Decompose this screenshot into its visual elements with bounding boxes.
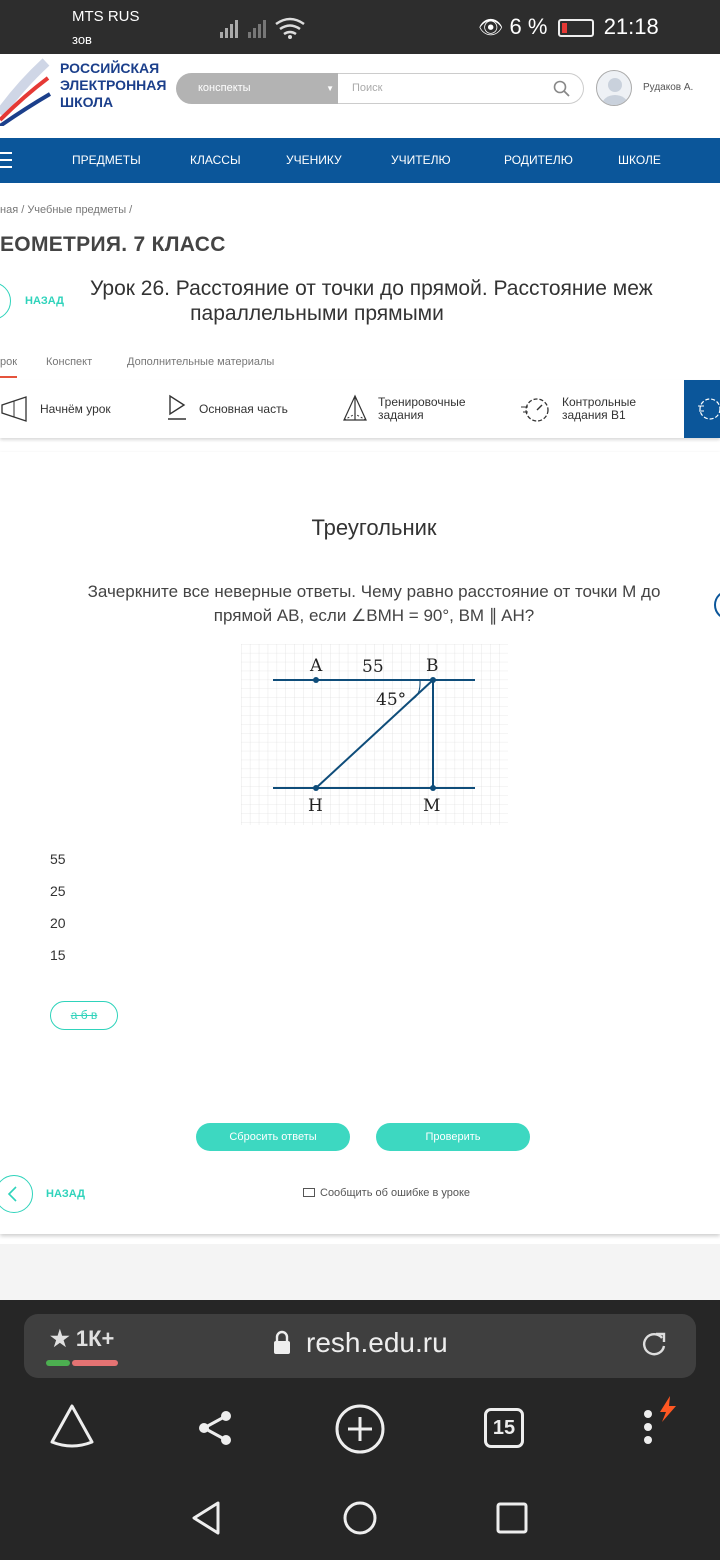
logo-text[interactable]: РОССИЙСКАЯ ЭЛЕКТРОННАЯ ШКОЛА [60,60,167,110]
tab-extra[interactable]: Дополнительные материалы [127,356,275,368]
browser-home-icon[interactable] [48,1402,96,1452]
page-footer-space [0,1244,720,1300]
nav-student[interactable]: УЧЕНИКУ [286,153,342,167]
tab-lesson[interactable]: рок [0,356,17,378]
point-h [313,785,319,791]
clock: 21:18 [603,14,659,39]
menu-icon[interactable] [0,152,12,168]
back-bottom-button[interactable] [0,1175,33,1213]
search-input[interactable]: Поиск [338,73,584,104]
url-text[interactable]: resh.edu.ru [306,1327,448,1358]
android-back-icon[interactable] [190,1500,224,1536]
category-select[interactable]: конспекты ▼ [176,73,338,104]
task-question: Зачеркните все неверные ответы. Чему равно расстояние от точки M до прямой AB, если ∠BMH = 90°, BM ∥ AH? [87,582,661,625]
main-nav [0,138,720,183]
label-angle: 45° [376,690,407,710]
avatar[interactable] [596,70,632,106]
nav-school[interactable]: ШКОЛЕ [618,153,661,167]
status-right [478,14,659,41]
carrier-name: MTS RUS [72,8,140,25]
lesson-title: Урок 26. Расстояние от точки до прямой. Расстояние меж параллельными прямыми [90,277,653,325]
tabs-count-button[interactable]: 15 [484,1408,524,1448]
status-bar [0,0,720,54]
chevron-left-icon [0,1176,32,1212]
answer-option[interactable]: 55 [50,851,66,867]
nav-classes[interactable]: КЛАССЫ [190,153,241,167]
label-m: M [423,796,441,816]
rating-bar-bad [72,1360,118,1366]
megaphone-icon [0,395,30,423]
stopwatch-active-icon [684,380,720,438]
page-title: ЕОМЕТРИЯ. 7 КЛАСС [0,233,226,256]
answer-option[interactable]: 25 [50,883,66,899]
section-main[interactable]: Основная часть [166,380,288,438]
chevron-down-icon: ▼ [326,84,334,93]
carrier-sub: зов [72,32,92,47]
stopwatch-icon [520,393,552,425]
star-icon: ★ [50,1326,70,1351]
back-bottom-label[interactable]: НАЗАД [46,1188,85,1200]
point-m [430,785,436,791]
reset-button[interactable]: Сбросить ответы [196,1123,350,1151]
label-b: B [426,656,439,676]
browser-menu-icon[interactable] [636,1396,680,1448]
username[interactable]: Рудаков А. [643,82,694,93]
logo-icon[interactable] [0,56,58,126]
answer-option[interactable]: 20 [50,915,66,931]
section-bar [0,380,720,438]
new-tab-icon[interactable] [334,1403,386,1455]
play-icon [166,394,190,424]
task-title: Треугольник [311,515,437,540]
label-length: 55 [362,657,384,677]
eye-icon: 👁 [478,17,504,39]
nav-teacher[interactable]: УЧИТЕЛЮ [391,153,451,167]
point-b [430,677,436,683]
android-home-icon[interactable] [342,1500,378,1536]
signal-wifi-icon [218,14,308,40]
section-start[interactable]: Начнём урок [0,380,111,438]
label-h: H [308,796,323,816]
search-icon[interactable] [553,80,571,98]
check-button[interactable]: Проверить [376,1123,530,1151]
site-rating[interactable]: ★ 1К+ [50,1326,115,1351]
nav-parent[interactable]: РОДИТЕЛЮ [504,153,573,167]
strikethrough-button[interactable]: а б в [50,1001,118,1030]
task-card [0,452,720,1234]
section-training[interactable]: Тренировочные задания [342,380,466,438]
breadcrumb[interactable]: ная / Учебные предметы / [0,204,133,216]
rating-bar-good [46,1360,70,1366]
answer-option[interactable]: 15 [50,947,66,963]
battery-percent: 6 % [509,14,548,39]
mail-icon [303,1188,315,1197]
section-control[interactable]: Контрольные задания В1 [520,380,636,438]
battery-icon [558,19,594,37]
section-results[interactable] [684,380,720,438]
point-a [313,677,319,683]
lock-icon [272,1330,292,1356]
android-recents-icon[interactable] [496,1502,528,1534]
nav-subjects[interactable]: ПРЕДМЕТЫ [72,153,141,167]
pyramid-icon [342,394,368,424]
back-label[interactable]: НАЗАД [25,295,64,307]
task-figure [241,644,508,825]
report-error-link[interactable]: Сообщить об ошибке в уроке [303,1187,470,1199]
reload-icon[interactable] [640,1330,668,1358]
share-icon[interactable] [196,1408,236,1448]
tab-summary[interactable]: Конспект [46,356,93,368]
label-a: A [310,656,323,676]
